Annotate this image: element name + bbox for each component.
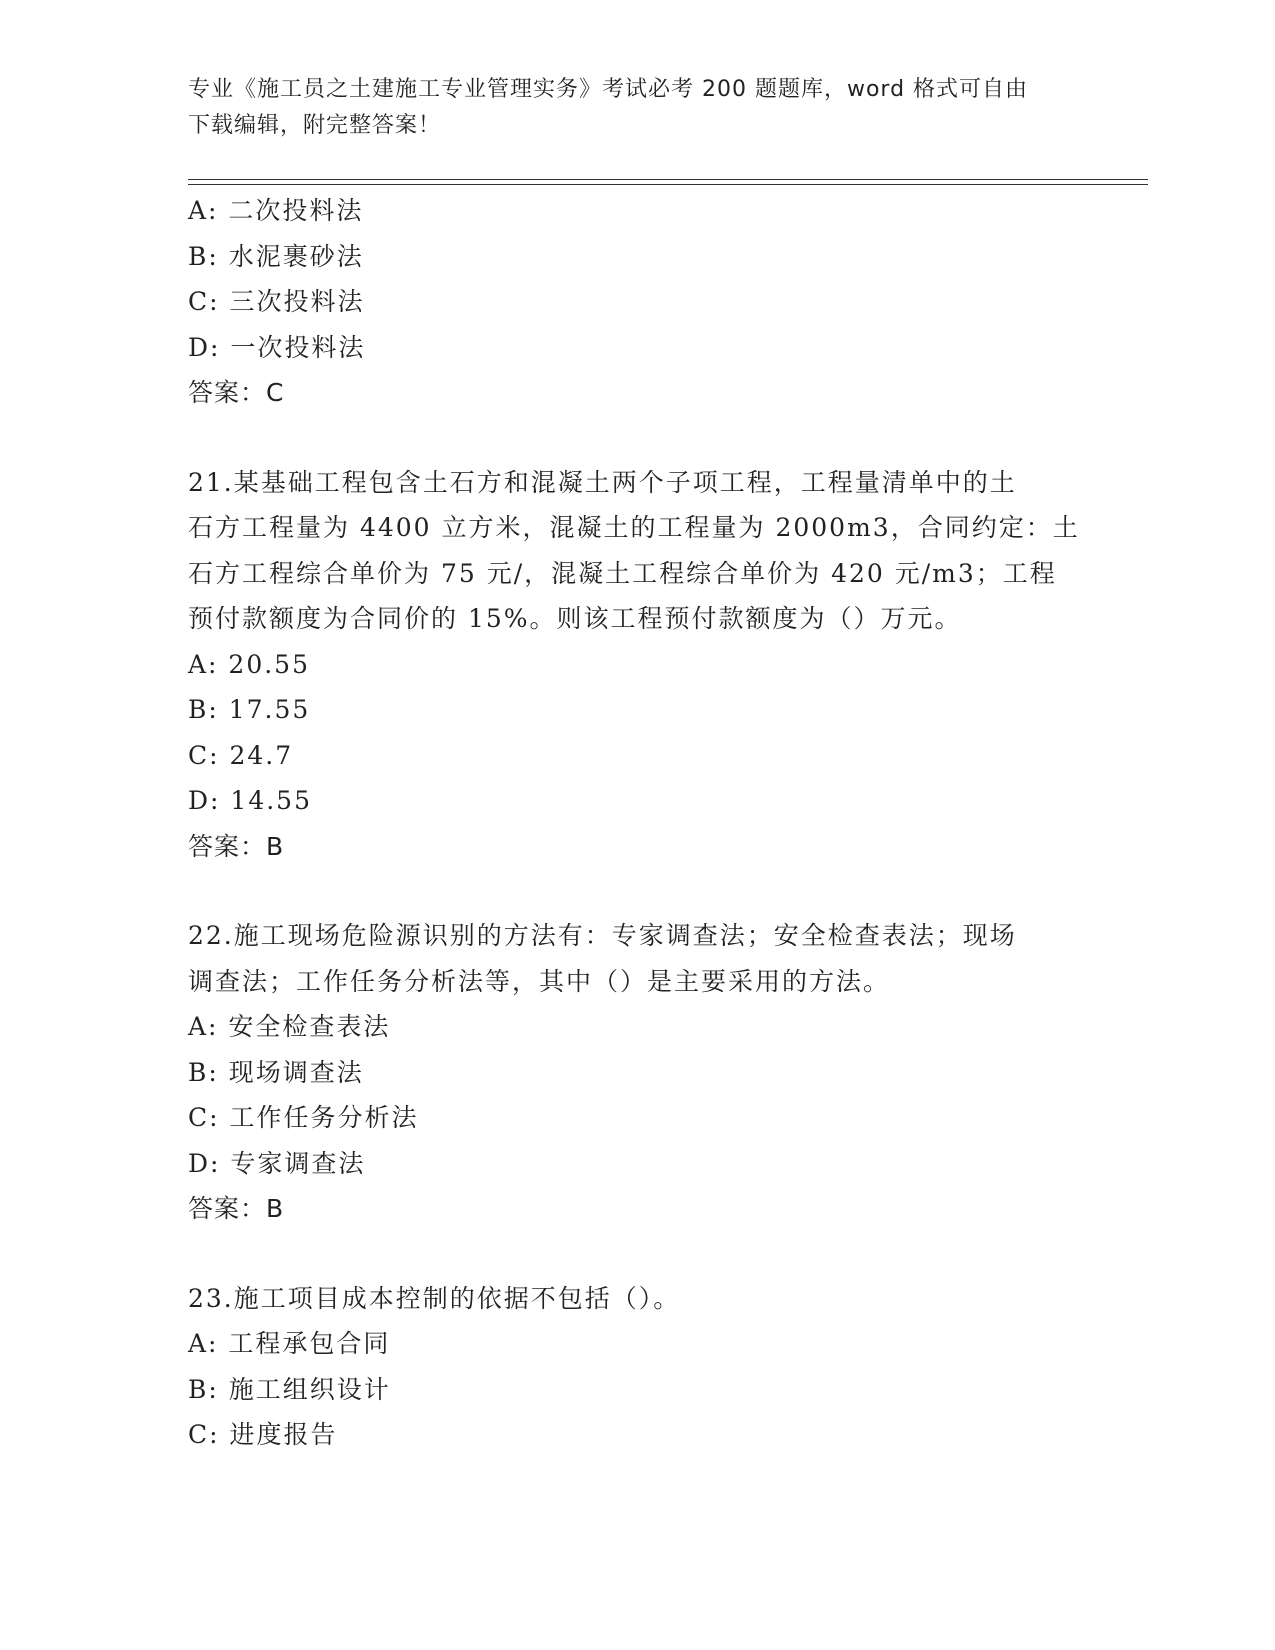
option-a: A: 二次投料法 [188, 196, 364, 225]
option-b: B: 施工组织设计 [188, 1374, 391, 1404]
option-d: D: 一次投料法 [188, 332, 366, 362]
option-c: C: 24.7 [188, 740, 294, 770]
question-text-line: 23.施工项目成本控制的依据不包括（）。 [188, 1283, 681, 1313]
answer: 答案：C [188, 378, 285, 407]
question-21-block [188, 460, 1088, 870]
option-b: B: 17.55 [188, 695, 311, 724]
question-22-block [188, 913, 1088, 1232]
option-c: C: 进度报告 [188, 1420, 338, 1449]
option-b: B: 现场调查法 [188, 1057, 364, 1087]
question-text-line: 石方工程综合单价为 75 元/，混凝土工程综合单价为 420 元/m3；工程 [188, 558, 1057, 588]
option-c: C: 三次投料法 [188, 287, 365, 316]
option-a: A: 安全检查表法 [188, 1012, 391, 1041]
question-20-block [188, 188, 1088, 416]
header-line-1: 专业《施工员之土建施工专业管理实务》考试必考 200 题题库，word 格式可自由 [188, 77, 1029, 102]
question-text-line: 石方工程量为 4400 立方米，混凝土的工程量为 2000m3，合同约定：土 [188, 513, 1080, 542]
question-text-line: 21.某基础工程包含土石方和混凝土两个子项工程，工程量清单中的土 [188, 467, 1017, 497]
option-a: A: 工程承包合同 [188, 1329, 391, 1358]
question-content [188, 188, 1088, 1458]
header-line-2: 下载编辑，附完整答案！ [188, 113, 442, 138]
question-23-block [188, 1276, 1088, 1458]
option-b: B: 水泥裹砂法 [188, 241, 364, 271]
option-a: A: 20.55 [188, 649, 310, 679]
question-text-line: 22.施工现场危险源识别的方法有：专家调查法；安全检查表法；现场 [188, 921, 1017, 950]
answer: 答案：B [188, 831, 285, 861]
header-rule-bottom [188, 184, 1148, 185]
question-text-line: 预付款额度为合同价的 15%。则该工程预付款额度为（）万元。 [188, 604, 962, 633]
answer: 答案：B [188, 1194, 285, 1223]
option-d: D: 14.55 [188, 786, 312, 815]
document-header [188, 72, 1078, 144]
header-rule-top [188, 179, 1148, 180]
option-c: C: 工作任务分析法 [188, 1103, 419, 1132]
question-text-line: 调查法；工作任务分析法等，其中（）是主要采用的方法。 [188, 966, 891, 996]
option-d: D: 专家调查法 [188, 1148, 366, 1178]
